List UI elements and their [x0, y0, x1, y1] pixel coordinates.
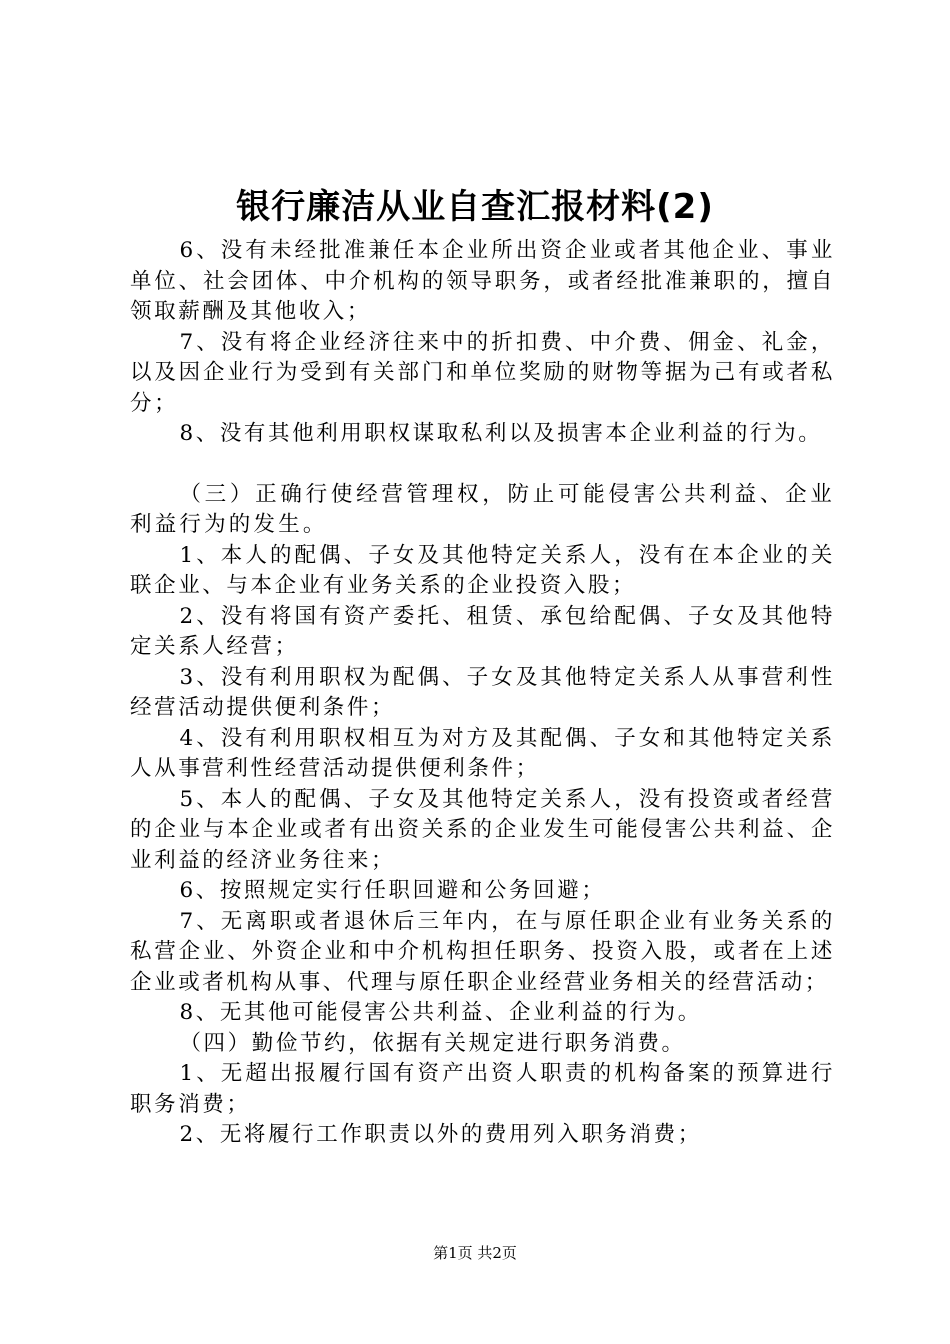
paragraph: 5、本人的配偶、子女及其他特定关系人，没有投资或者经营的企业与本企业或者有出资关系的企业发生可能侵害公共利益、企业利益的经济业务往来； [130, 786, 835, 873]
paragraph: 4、没有利用职权相互为对方及其配偶、子女和其他特定关系人从事营利性经营活动提供便利条件； [130, 725, 835, 781]
paragraph: 7、没有将企业经济往来中的折扣费、中介费、佣金、礼金，以及因企业行为受到有关部门和单位奖励的财物等据为己有或者私分； [130, 329, 835, 416]
paragraph: 7、无离职或者退休后三年内，在与原任职企业有业务关系的私营企业、外资企业和中介机构担任职务、投资入股，或者在上述企业或者机构从事、代理与原任职企业经营业务相关的经营活动； [130, 908, 835, 995]
paragraph: 2、无将履行工作职责以外的费用列入职务消费； [179, 1122, 702, 1147]
paragraph: 8、无其他可能侵害公共利益、企业利益的行为。 [179, 1000, 702, 1025]
paragraph: 2、没有将国有资产委托、租赁、承包给配偶、子女及其他特定关系人经营； [130, 603, 835, 659]
paragraph: 8、没有其他利用职权谋取私利以及损害本企业利益的行为。 [179, 421, 823, 446]
paragraph: 1、无超出报履行国有资产出资人职责的机构备案的预算进行职务消费； [130, 1061, 835, 1117]
paragraph: 3、没有利用职权为配偶、子女及其他特定关系人从事营利性经营活动提供便利条件； [130, 664, 835, 720]
section-heading: （四）勤俭节约，依据有关规定进行职务消费。 [179, 1030, 686, 1056]
document-title: 银行廉洁从业自查汇报材料(2) [236, 187, 714, 227]
document-body [130, 236, 835, 1151]
section-heading: （三）正确行使经营管理权，防止可能侵害公共利益、企业利益行为的发生。 [130, 481, 835, 537]
paragraph: 6、没有未经批准兼任本企业所出资企业或者其他企业、事业单位、社会团体、中介机构的领导职务，或者经批准兼职的，擅自领取薪酬及其他收入； [130, 238, 835, 324]
paragraph: 6、按照规定实行任职回避和公务回避； [179, 878, 606, 903]
paragraph: 1、本人的配偶、子女及其他特定关系人，没有在本企业的关联企业、与本企业有业务关系的企业投资入股； [130, 542, 835, 598]
page-footer: 第1页 共2页 [433, 1244, 517, 1262]
